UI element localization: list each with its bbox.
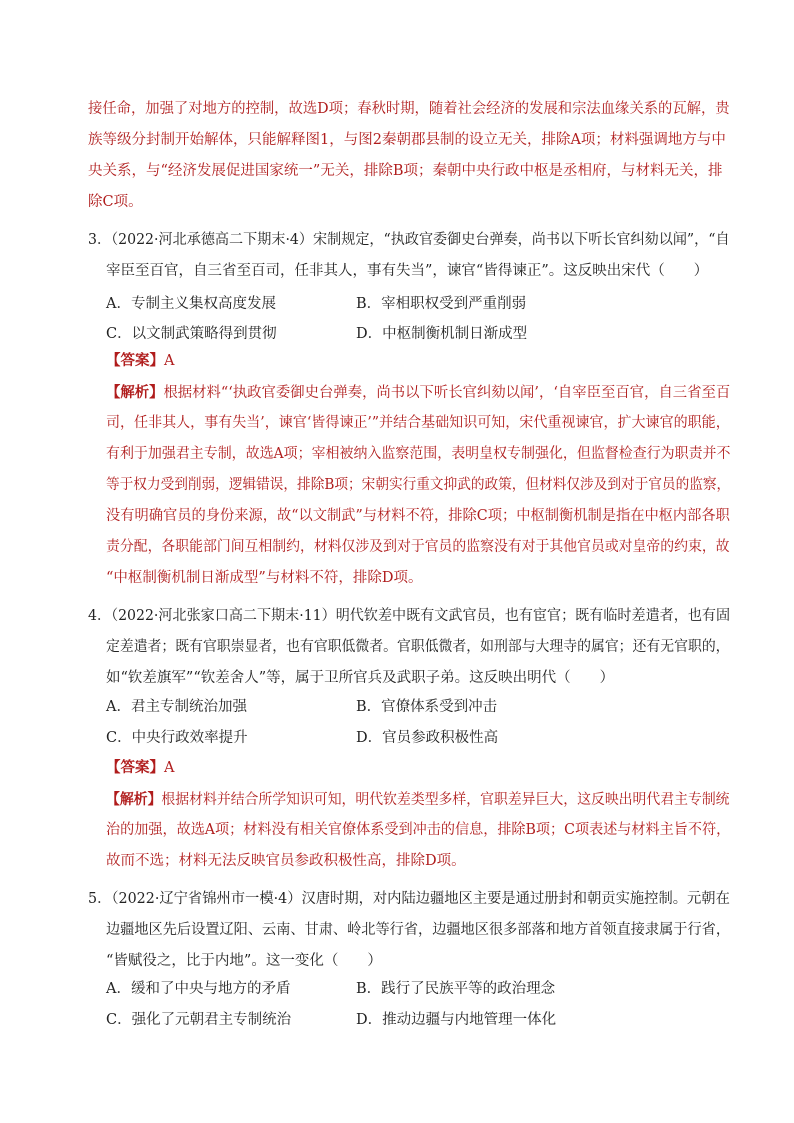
q3-stem-line-1: 3．（2022·河北承德高二下期末·4）宋制规定，“执政官委御史台弹奏，尚书以下听长官纠劾以闻”，“自 [88,232,730,248]
q4-analysis-text-1: 根据材料并结合所学知识可知，明代钦差类型多样，官职差异巨大，这反映出明代君主专制统 [161,792,730,808]
q2-expl-line-4: 除C项。 [88,194,143,210]
q4-answer [106,752,174,784]
q5-option-c: C．强化了元朝君主专制统治 [106,1012,292,1028]
answer-label: 【答案】 [106,352,164,369]
q4-option-d: D．官员参政积极性高 [356,730,499,746]
q4-analysis-line-3: 故而不选；材料无法反映官员参政积极性高，排除D项。 [106,853,466,869]
q4-stem-line-2: 定差遣者；既有官职崇显者，也有官职低微者。官职低微者，如刑部与大理寺的属官；还有无官职的， [106,639,730,655]
q2-expl-line-3: 央关系，与“经济发展促进国家统一”无关，排除B项；秦朝中央行政中枢是丞相府，与材料无关，排 [88,163,723,179]
q2-expl-line-1: 接任命，加强了对地方的控制，故选D项；春秋时期，随着社会经济的发展和宗法血缘关系的瓦解，贵 [88,101,730,117]
q5-stem-line-2: 边疆地区先后设置辽阳、云南、甘肃、岭北等行省，边疆地区很多部落和地方首领直接隶属于行省， [106,922,731,938]
q2-expl-line-2: 族等级分封制开始解体，只能解释图1，与图2秦朝郡县制的设立无关，排除A项；材料强调地方与中 [88,132,726,148]
q5-stem-line-1: 5．（2022·辽宁省锦州市一模·4）汉唐时期，对内陆边疆地区主要是通过册封和朝贡实施控制。元朝在 [88,891,730,907]
q3-stem-line-2: 宰臣至百官，自三省至百司，任非其人，事有失当”，谏官“皆得谏正”。这反映出宋代（ ） [106,263,709,279]
q4-analysis-line-1 [106,784,730,816]
q4-option-b: B．官僚体系受到冲击 [356,699,498,715]
q3-analysis-line-2: 司，任非其人，事有失当’，谏官‘皆得谏正’”并结合基础知识可知，宋代重视谏官，扩大谏官的职能， [106,415,730,431]
q3-answer [106,345,174,377]
q5-option-b: B．践行了民族平等的政治理念 [356,981,556,997]
answer-label: 【答案】 [106,759,164,776]
q3-option-c: C．以文制武策略得到贯彻 [106,326,277,342]
q5-stem-line-3: “皆赋役之，比于内地”。这一变化（ ） [106,953,382,969]
q4-option-c: C．中央行政效率提升 [106,730,248,746]
q3-analysis-text-1: 根据材料“‘执政官委御史台弹奏，尚书以下听长官纠劾以闻’，‘自宰臣至百官，自三省至百 [163,385,731,401]
q3-analysis-line-5: 没有明确官员的身份来源，故“以文制武”与材料不符，排除C项；中枢制衡机制是指在中枢内部各职 [106,508,730,524]
q3-analysis-line-1 [106,377,730,409]
q5-option-a: A．缓和了中央与地方的矛盾 [106,981,291,997]
q4-stem-line-3: 如“钦差旗军”“钦差舍人”等，属于卫所官兵及武职子弟。这反映出明代（ ） [106,670,615,686]
q3-option-b: B．宰相职权受到严重削弱 [356,296,527,312]
answer-value: A [164,760,175,776]
q3-option-a: A．专制主义集权高度发展 [106,296,276,312]
q3-analysis-line-4: 等于权力受到削弱，逻辑错误，排除B项；宋朝实行重文抑武的政策，但材料仅涉及到对于官员的监察， [106,477,731,493]
q4-analysis-line-2: 治的加强，故选A项；材料没有相关官僚体系受到冲击的信息，排除B项；C项表述与材料主旨不符， [106,822,731,838]
q3-analysis-line-3: 有利于加强君主专制，故选A项；宰相被纳入监察范围，表明皇权专制强化，但监督检查行为职责并不 [106,446,731,462]
q4-option-a: A．君主专制统治加强 [106,699,247,715]
answer-value: A [164,353,175,369]
q3-option-d: D．中枢制衡机制日渐成型 [356,326,528,342]
analysis-label: 【解析】 [106,384,164,401]
q3-analysis-line-6: 责分配，各职能部门间互相制约，材料仅涉及到对于官员的监察没有对于其他官员或对皇帝的约束，故 [106,539,730,555]
q5-option-d: D．推动边疆与内地管理一体化 [356,1012,557,1028]
analysis-label: 【解析】 [106,791,162,808]
q4-stem-line-1: 4．（2022·河北张家口高二下期末·11）明代钦差中既有文武官员，也有宦官；既有临时差遣者，也有固 [88,608,731,624]
q3-analysis-line-7: “中枢制衡机制日渐成型”与材料不符，排除D项。 [106,570,423,586]
